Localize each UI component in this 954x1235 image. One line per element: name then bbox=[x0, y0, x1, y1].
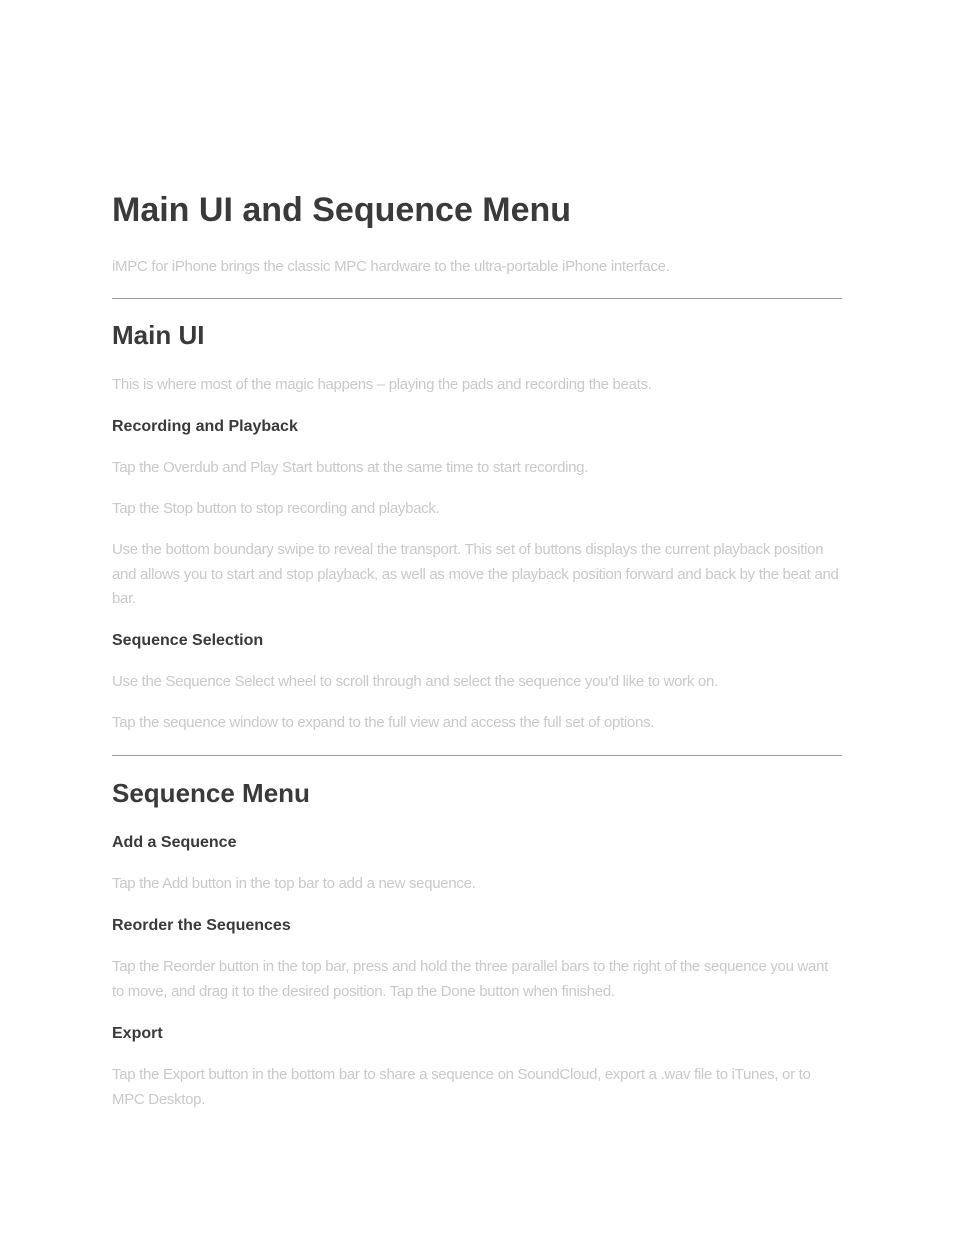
intro-paragraph: iMPC for iPhone brings the classic MPC hardware to the ultra-portable iPhone interface. bbox=[112, 258, 670, 275]
main-ui-intro: This is where most of the magic happens – playing the pads and recording the beats. bbox=[112, 376, 652, 393]
recording-paragraph-2: Tap the Stop button to stop recording and playback. bbox=[112, 500, 440, 517]
export-paragraph: Tap the Export button in the bottom bar to share a sequence on SoundCloud, export a .wav file to iTunes, or to MPC Desktop. bbox=[112, 1066, 811, 1108]
page-title: Main UI and Sequence Menu bbox=[112, 191, 572, 229]
selection-paragraph-2: Tap the sequence window to expand to the full view and access the full set of options. bbox=[112, 714, 655, 731]
selection-paragraph-1: Use the Sequence Select wheel to scroll through and select the sequence you'd like to work on. bbox=[112, 673, 718, 690]
section-heading-sequence-menu: Sequence Menu bbox=[112, 778, 310, 808]
subheading-add-sequence: Add a Sequence bbox=[112, 834, 237, 851]
subheading-sequence-selection: Sequence Selection bbox=[112, 632, 264, 649]
subheading-reorder-sequences: Reorder the Sequences bbox=[112, 917, 291, 934]
reorder-paragraph: Tap the Reorder button in the top bar, press and hold the three parallel bars to the right of the sequence you want to move, and drag it to the desired position. Tap the Done button when finished. bbox=[112, 958, 828, 1000]
section-divider bbox=[112, 755, 842, 756]
recording-paragraph-3: Use the bottom boundary swipe to reveal the transport. This set of buttons displays the current playback position and allows you to start and stop playback, as well as move the playback position forward and back by the beat and bar. bbox=[112, 541, 839, 607]
subheading-export: Export bbox=[112, 1025, 163, 1042]
recording-paragraph-1: Tap the Overdub and Play Start buttons at the same time to start recording. bbox=[112, 459, 589, 476]
add-paragraph: Tap the Add button in the top bar to add a new sequence. bbox=[112, 875, 476, 892]
section-divider bbox=[112, 298, 842, 299]
section-heading-main-ui: Main UI bbox=[112, 320, 205, 350]
subheading-recording-playback: Recording and Playback bbox=[112, 418, 298, 435]
